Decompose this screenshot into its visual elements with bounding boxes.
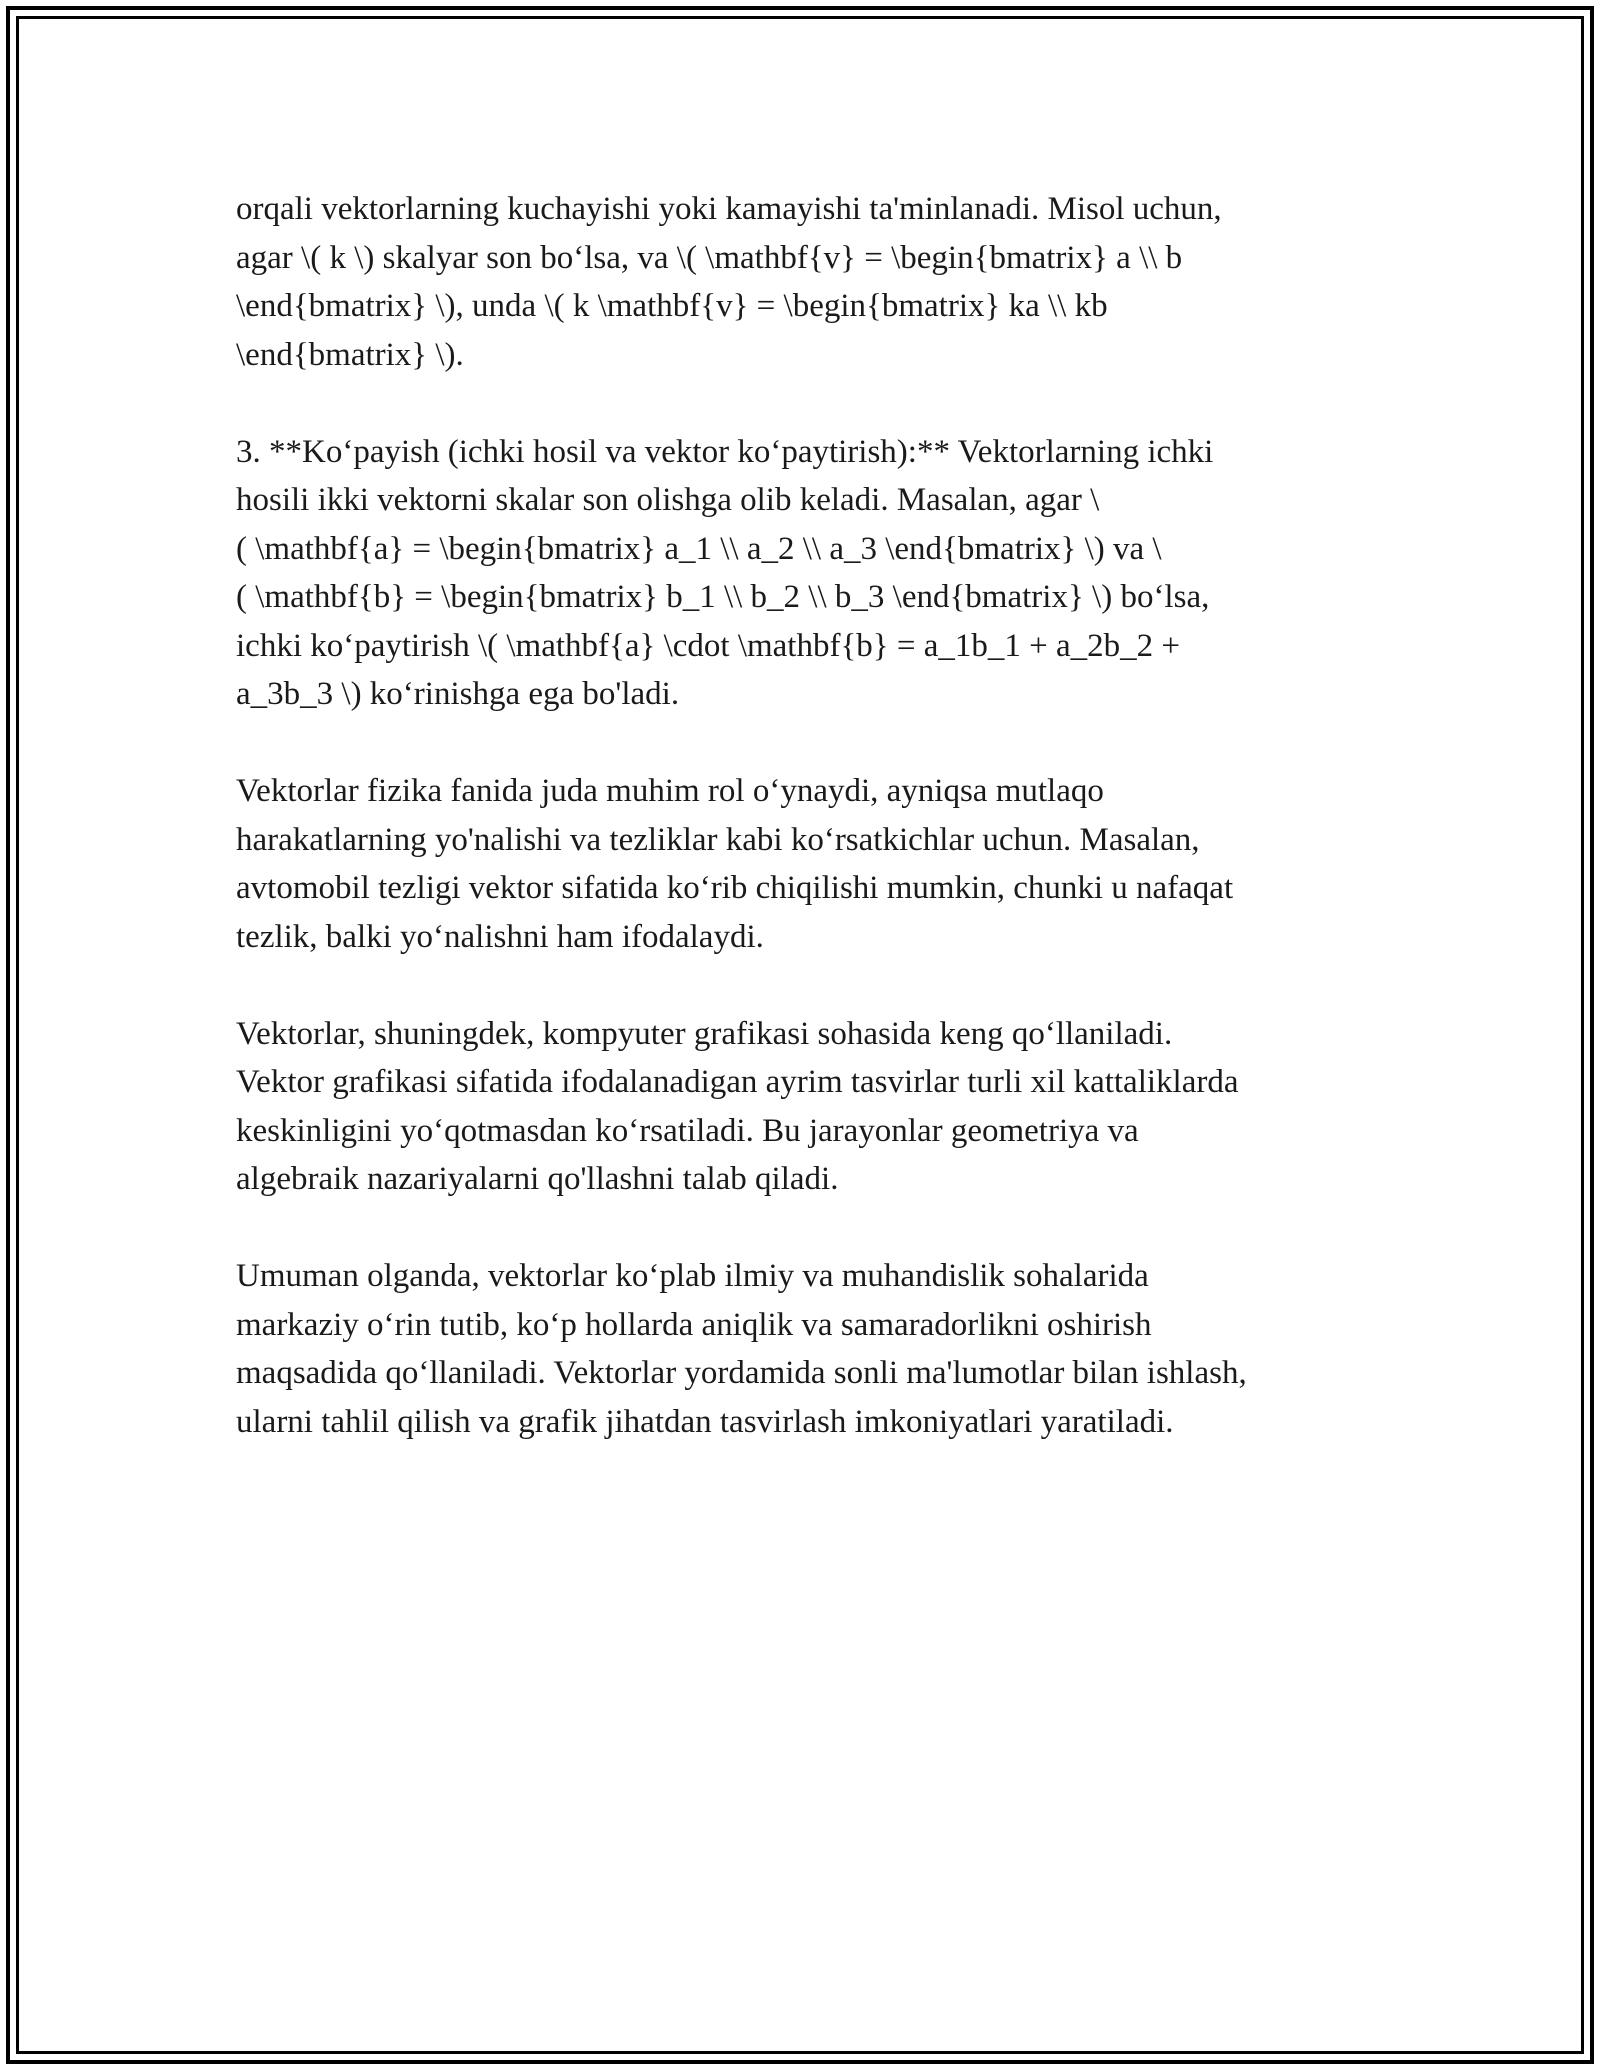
text-line: markaziy o‘rin tutib, ko‘p hollarda aniqlik va samaradorlikni oshirish (236, 1306, 1152, 1343)
paragraph-dot-product (236, 428, 1366, 719)
text-line: maqsadida qo‘llaniladi. Vektorlar yordamida sonli ma'lumotlar bilan ishlash, (236, 1355, 1247, 1391)
text-line: agar \( k \) skalyar son bo‘lsa, va \( \mathbf{v} = \begin{bmatrix} a \\ b (236, 239, 1183, 276)
text-line: \end{bmatrix} \), unda \( k \mathbf{v} = \begin{bmatrix} ka \\ kb (236, 288, 1108, 324)
paragraph-physics (236, 767, 1366, 961)
text-line: orqali vektorlarning kuchayishi yoki kamayishi ta'minlanadi. Misol uchun, (236, 191, 1222, 227)
text-line: Vektor grafikasi sifatida ifodalanadigan ayrim tasvirlar turli xil kattaliklarda (236, 1064, 1239, 1100)
document-body (236, 185, 1366, 1495)
text-line: 3. **Ko‘payish (ichki hosil va vektor ko‘paytirish):** Vektorlarning ichki (236, 433, 1214, 470)
text-line: Umuman olganda, vektorlar ko‘plab ilmiy va muhandislik sohalarida (236, 1258, 1149, 1294)
text-line: tezlik, balki yo‘nalishni ham ifodalaydi. (236, 918, 764, 955)
text-line: ( \mathbf{a} = \begin{bmatrix} a_1 \\ a_2 \\ a_3 \end{bmatrix} \) va \ (236, 530, 1162, 567)
text-line: \end{bmatrix} \). (236, 336, 464, 373)
text-line: ularni tahlil qilish va grafik jihatdan tasvirlash imkoniyatlari yaratiladi. (236, 1403, 1174, 1440)
paragraph-conclusion (236, 1252, 1366, 1446)
text-line: a_3b_3 \) ko‘rinishga ega bo'ladi. (236, 676, 680, 712)
text-line: keskinligini yo‘qotmasdan ko‘rsatiladi. Bu jarayonlar geometriya va (236, 1112, 1139, 1149)
text-line: harakatlarning yo'nalishi va tezliklar kabi ko‘rsatkichlar uchun. Masalan, (236, 821, 1200, 858)
text-line: Vektorlar, shuningdek, kompyuter grafikasi sohasida keng qo‘llaniladi. (236, 1015, 1173, 1052)
text-line: algebraik nazariyalarni qo'llashni talab qiladi. (236, 1161, 839, 1197)
paragraph-computer-graphics (236, 1010, 1366, 1204)
text-line: ichki ko‘paytirish \( \mathbf{a} \cdot \mathbf{b} = a_1b_1 + a_2b_2 + (236, 627, 1181, 664)
text-line: hosili ikki vektorni skalar son olishga olib keladi. Masalan, agar \ (236, 482, 1100, 518)
text-line: ( \mathbf{b} = \begin{bmatrix} b_1 \\ b_2 \\ b_3 \end{bmatrix} \) bo‘lsa, (236, 579, 1210, 615)
paragraph-scalar-multiplication (236, 185, 1366, 379)
text-line: avtomobil tezligi vektor sifatida ko‘rib chiqilishi mumkin, chunki u nafaqat (236, 870, 1234, 906)
text-line: Vektorlar fizika fanida juda muhim rol o‘ynaydi, ayniqsa mutlaqo (236, 773, 1104, 809)
